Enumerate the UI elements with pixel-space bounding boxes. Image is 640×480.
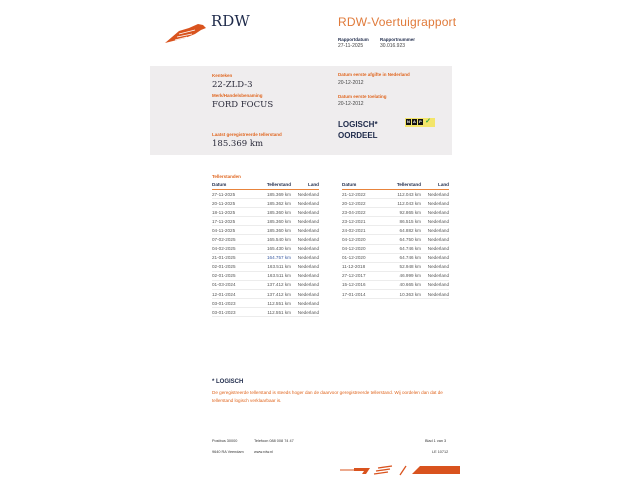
table-row xyxy=(342,262,449,271)
table-row xyxy=(212,244,319,253)
row-date: 15-12-2016 xyxy=(342,280,386,289)
col-odometer: Tellerstand xyxy=(256,181,291,190)
row-country: Nederland xyxy=(421,235,449,244)
odometer-table-left xyxy=(212,181,319,317)
rdw-logo-icon xyxy=(165,22,207,44)
row-country: Nederland xyxy=(291,217,319,226)
plate-label: Kenteken xyxy=(212,73,233,78)
table-row xyxy=(212,280,319,289)
row-country: Nederland xyxy=(291,253,319,262)
table-row xyxy=(212,208,319,217)
report-title: RDW-Voertuigrapport xyxy=(338,15,457,29)
row-country: Nederland xyxy=(421,226,449,235)
row-odometer: 64.750 km xyxy=(386,235,421,244)
footer-po-box: Postbus 30000 xyxy=(212,439,238,443)
row-odometer: 165.430 km xyxy=(256,244,291,253)
note-text: De geregistreerde tellerstand is steeds hoger dan de daarvoor geregistreerde tellerstand. Wij oordelen dan dat de tellerstand logisch verklaarbaar is. xyxy=(212,390,443,403)
table-row xyxy=(342,235,449,244)
row-country: Nederland xyxy=(291,262,319,271)
row-country: Nederland xyxy=(421,262,449,271)
row-odometer: 185.360 km xyxy=(256,208,291,217)
table-row xyxy=(342,280,449,289)
table-row xyxy=(342,290,449,299)
row-country: Nederland xyxy=(421,253,449,262)
nap-letter-p: P xyxy=(419,119,422,124)
logo-text: RDW xyxy=(211,12,250,30)
col-country: Land xyxy=(291,181,319,190)
row-odometer: 112.551 km xyxy=(256,308,291,317)
row-odometer: 164.757 km xyxy=(256,253,291,262)
col-country: Land xyxy=(421,181,449,190)
row-date: 03-01-2023 xyxy=(212,308,256,317)
plate-value: 22-ZLD-3 xyxy=(212,80,253,90)
check-icon: ✓ xyxy=(425,118,431,125)
row-date: 07-02-2025 xyxy=(212,235,256,244)
row-date: 27-11-2025 xyxy=(212,190,256,199)
row-odometer: 64.746 km xyxy=(386,253,421,262)
footer-phone: Telefoon 088 008 74 47 xyxy=(254,439,294,443)
table-row xyxy=(212,217,319,226)
row-odometer: 165.540 km xyxy=(256,235,291,244)
row-country: Nederland xyxy=(291,290,319,299)
row-country: Nederland xyxy=(421,208,449,217)
footer-website[interactable]: www.rdw.nl xyxy=(254,450,273,454)
row-date: 12-01-2024 xyxy=(212,290,256,299)
footer-page-number: Blad 1 van 3 xyxy=(425,439,447,443)
table-row xyxy=(212,262,319,271)
vehicle-summary-panel xyxy=(150,66,452,155)
verdict-line2: OORDEEL xyxy=(338,131,378,140)
note-title: * LOGISCH xyxy=(212,379,244,385)
brand-value: FORD FOCUS xyxy=(212,100,274,110)
row-date: 21-01-2025 xyxy=(212,253,256,262)
row-odometer: 86.515 km xyxy=(386,217,421,226)
row-country: Nederland xyxy=(421,271,449,280)
row-odometer: 185.362 km xyxy=(256,199,291,208)
first-admission-value: 20-12-2012 xyxy=(338,101,364,107)
row-odometer: 163.511 km xyxy=(256,262,291,271)
row-country: Nederland xyxy=(421,290,449,299)
row-date: 04-12-2020 xyxy=(342,235,386,244)
brand-label: Merk/Handelsbenaming xyxy=(212,93,263,98)
table-row xyxy=(342,208,449,217)
row-date: 24-02-2021 xyxy=(342,226,386,235)
row-country: Nederland xyxy=(291,271,319,280)
table-row xyxy=(212,235,319,244)
row-date: 23-12-2021 xyxy=(342,217,386,226)
row-date: 17-01-2014 xyxy=(342,290,386,299)
row-date: 02-01-2025 xyxy=(212,271,256,280)
row-odometer: 112.043 km xyxy=(386,199,421,208)
row-country: Nederland xyxy=(291,190,319,199)
row-date: 18-11-2025 xyxy=(212,208,256,217)
row-country: Nederland xyxy=(421,217,449,226)
row-date: 01-12-2020 xyxy=(342,253,386,262)
table-row xyxy=(212,271,319,280)
table-row xyxy=(342,217,449,226)
row-odometer: 137.412 km xyxy=(256,280,291,289)
table-row xyxy=(212,190,319,199)
row-odometer: 163.511 km xyxy=(256,271,291,280)
rdw-stripes-decoration xyxy=(340,463,460,477)
row-country: Nederland xyxy=(291,244,319,253)
row-odometer: 185.360 km xyxy=(256,226,291,235)
row-date: 03-01-2023 xyxy=(212,299,256,308)
row-odometer: 46.999 km xyxy=(386,271,421,280)
footer-postal-city: 9640 RA Veendam xyxy=(212,450,244,454)
row-country: Nederland xyxy=(421,190,449,199)
table-row xyxy=(212,253,319,262)
row-country: Nederland xyxy=(291,299,319,308)
row-date: 23-04-2022 xyxy=(342,208,386,217)
row-date: 20-11-2025 xyxy=(212,199,256,208)
table-row xyxy=(212,308,319,317)
row-odometer: 185.369 km xyxy=(256,190,291,199)
row-odometer: 10.363 km xyxy=(386,290,421,299)
report-number: 30.016.923 xyxy=(380,43,406,49)
row-country: Nederland xyxy=(291,199,319,208)
odometer-table-right xyxy=(342,181,449,299)
col-odometer: Tellerstand xyxy=(386,181,421,190)
row-date: 01-03-2024 xyxy=(212,280,256,289)
footer-code: LE 10712 xyxy=(432,450,449,454)
report-date: 27-11-2025 xyxy=(338,43,364,49)
row-date: 20-12-2022 xyxy=(342,199,386,208)
table-row xyxy=(342,253,449,262)
row-date: 17-11-2025 xyxy=(212,217,256,226)
row-country: Nederland xyxy=(421,280,449,289)
table-row xyxy=(342,190,449,199)
table-row xyxy=(212,290,319,299)
verdict-line1: LOGISCH* xyxy=(338,120,378,129)
row-odometer: 64.746 km xyxy=(386,244,421,253)
row-country: Nederland xyxy=(291,226,319,235)
row-country: Nederland xyxy=(291,280,319,289)
row-odometer: 40.665 km xyxy=(386,280,421,289)
nap-logo xyxy=(405,118,435,127)
row-country: Nederland xyxy=(291,235,319,244)
row-odometer: 92.865 km xyxy=(386,208,421,217)
row-country: Nederland xyxy=(421,244,449,253)
table-row xyxy=(212,226,319,235)
table-row xyxy=(342,226,449,235)
row-date: 27-12-2017 xyxy=(342,271,386,280)
first-admission-label: Datum eerste toelating xyxy=(338,94,387,99)
table-row xyxy=(342,199,449,208)
row-date: 11-12-2018 xyxy=(342,262,386,271)
row-date: 04-11-2025 xyxy=(212,226,256,235)
table-row xyxy=(212,199,319,208)
odometer-section-title: Tellerstanden xyxy=(212,174,241,179)
report-date-label: Rapportdatum xyxy=(338,37,369,42)
table-row xyxy=(342,271,449,280)
row-odometer: 137.412 km xyxy=(256,290,291,299)
col-date: Datum xyxy=(342,181,386,190)
last-odometer-value: 185.369 km xyxy=(212,139,264,149)
table-row xyxy=(212,299,319,308)
row-odometer: 185.360 km xyxy=(256,217,291,226)
report-number-label: Rapportnummer xyxy=(380,37,416,42)
row-date: 02-01-2025 xyxy=(212,262,256,271)
table-row xyxy=(342,244,449,253)
row-date: 04-02-2025 xyxy=(212,244,256,253)
first-issue-nl-value: 20-12-2012 xyxy=(338,80,364,86)
nap-letter-a: A xyxy=(413,119,416,124)
verdict xyxy=(338,119,378,141)
row-date: 04-12-2020 xyxy=(342,244,386,253)
row-country: Nederland xyxy=(421,199,449,208)
row-odometer: 112.043 km xyxy=(386,190,421,199)
row-country: Nederland xyxy=(291,308,319,317)
row-odometer: 64.882 km xyxy=(386,226,421,235)
nap-letter-n: N xyxy=(407,119,410,124)
col-date: Datum xyxy=(212,181,256,190)
first-issue-nl-label: Datum eerste afgifte in Nederland xyxy=(338,72,410,77)
row-country: Nederland xyxy=(291,208,319,217)
row-odometer: 112.551 km xyxy=(256,299,291,308)
row-odometer: 52.948 km xyxy=(386,262,421,271)
last-odometer-label: Laatst geregistreerde tellerstand xyxy=(212,132,282,137)
row-date: 21-12-2022 xyxy=(342,190,386,199)
